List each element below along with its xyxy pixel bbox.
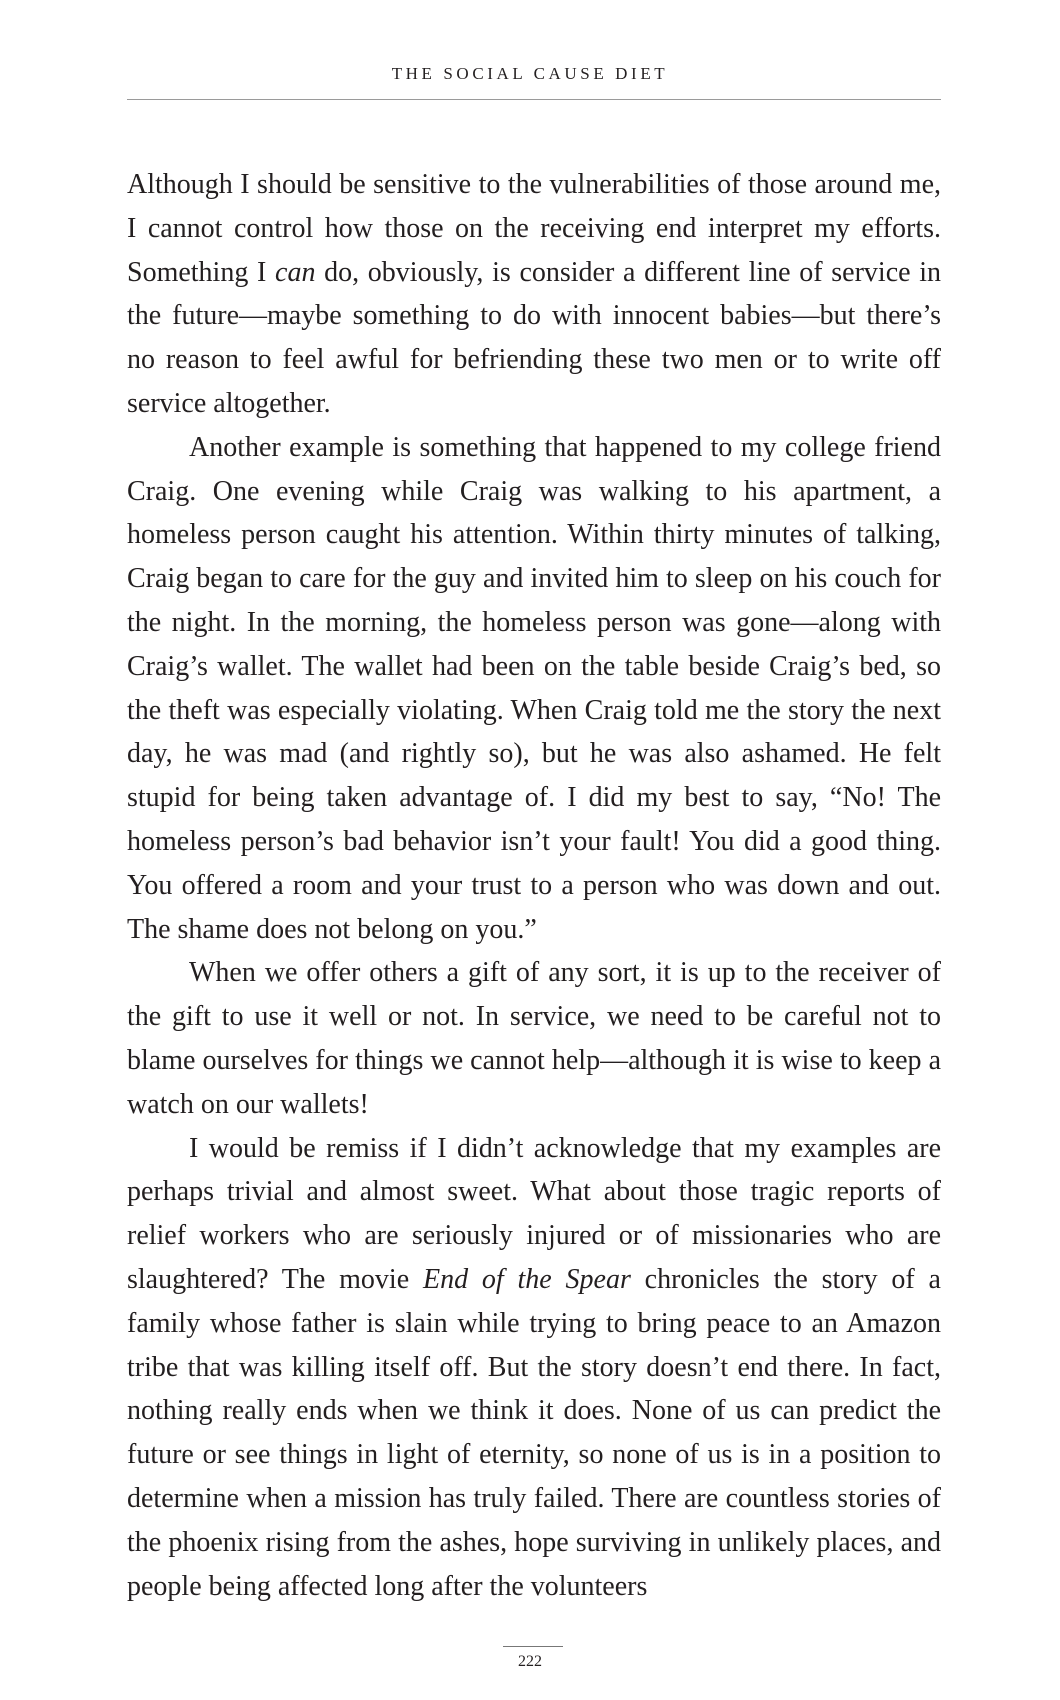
page-number: 222 — [518, 1653, 542, 1670]
text-run: Another example is something that happened to my college friend Craig. One evening while Craig was walking to his apartment, a homeless person caught his attention. Within thirty minutes of talking, Craig began to care for the guy and invited him to sleep on his couch for the night. In the morning, the homeless person was gone—along with Craig’s wallet. The wallet had been on the table beside Craig’s bed, so the theft was especially violating. When Craig told me the story the next day, he was mad (and rightly so), but he was also ashamed. He felt stupid for being taken advantage of. I did my best to say, “No! The homeless person’s bad behavior isn’t your fault! You did a good thing. You offered a room and your trust to a person who was down and out. The shame does not belong on you.” — [127, 431, 941, 945]
paragraph — [127, 1127, 941, 1609]
body-text — [127, 163, 941, 1608]
text-run: When we offer others a gift of any sort, it is up to the receiver of the gift to use it well or not. In service, we need to be careful not to blame ourselves for things we cannot help—although it is wise to keep a watch on our wallets! — [127, 957, 941, 1120]
emphasis: can — [275, 256, 316, 288]
text-run: chronicles the story of a family whose father is slain while trying to bring peace to an Amazon tribe that was killing itself off. But the story doesn’t end there. In fact, nothing really ends when we think it does. None of us can predict the future or see things in light of eternity, so none of us is in a position to determine when a mission has truly failed. There are countless stories of the phoenix rising from the ashes, hope surviving in unlikely places, and people being affected long after the volunteers — [127, 1263, 941, 1602]
paragraph — [127, 426, 941, 952]
paragraph — [127, 951, 941, 1126]
text-run: I would be remiss if I didn’t acknowledge that my examples are perhaps trivial and almost sweet. What about those tragic reports of relief workers who are seriously injured or of missionaries who are slaughtered? The movie — [127, 1132, 941, 1295]
text-run: do, obviously, is consider a different line of service in the future—maybe something to do with innocent babies—but there’s no reason to feel awful for befriending these two men or to write off service altogether. — [127, 256, 941, 419]
paragraph — [127, 163, 941, 426]
footer-divider — [503, 1646, 563, 1647]
movie-title: End of the Spear — [422, 1263, 631, 1295]
running-head: THE SOCIAL CAUSE DIET — [391, 64, 669, 83]
text-run: Although I should be sensitive to the vulnerabilities of those around me, I cannot control how those on the receiving end interpret my efforts. Something I — [127, 169, 941, 288]
header-divider — [127, 99, 941, 100]
